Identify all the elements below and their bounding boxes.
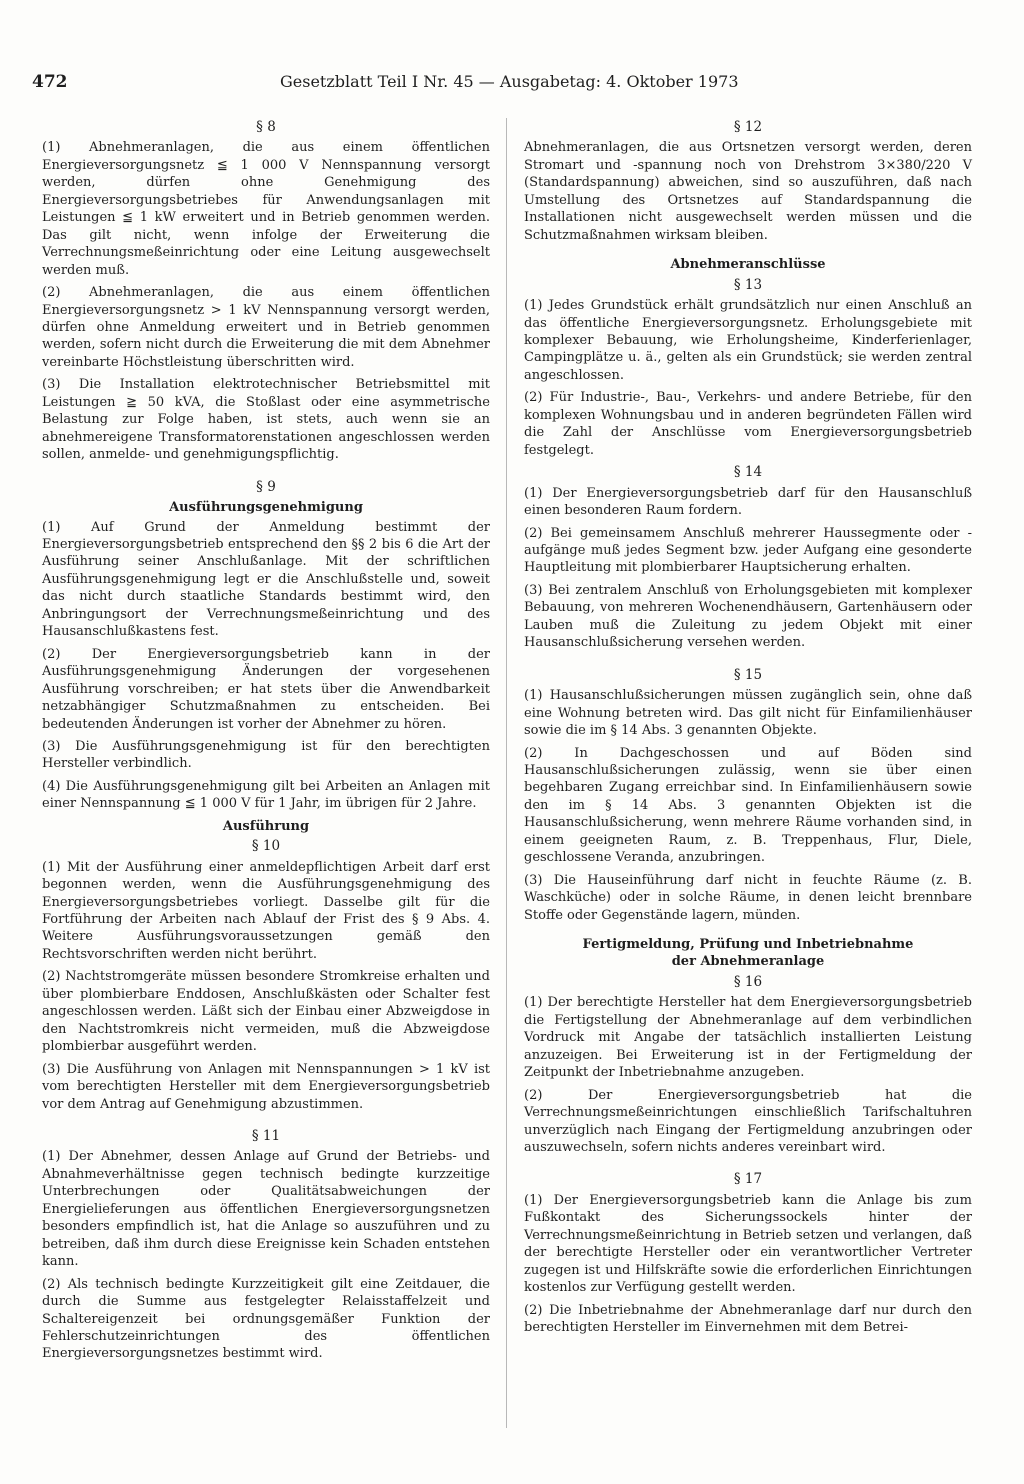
section-number: § 10 bbox=[251, 838, 281, 855]
paragraph: (1) Auf Grund der Anmeldung bestimmt der Energieversorgungsbetrieb entsprechend den §§ 2 bis 6 die Art der Ausführung seiner Anschlußanlage. Mit der schriftlichen Ausführungsgenehmigung legt er die Anschlußstelle und, soweit das nicht durch staatliche Standards bestimmt wird, den Anbringungsort der Verrechnungsmeßeinrichtung und des Hausanschlußkastens fest. bbox=[42, 519, 490, 640]
paragraph: (3) Die Hauseinführung darf nicht in feuchte Räume (z. B. Waschküche) oder in solche Räume, in denen leicht brennbare Stoffe oder Gegenstände lagern, münden. bbox=[524, 872, 972, 923]
section-number: § 11 bbox=[251, 1128, 281, 1145]
section-number: § 14 bbox=[733, 464, 763, 481]
paragraph: (1) Jedes Grundstück erhält grundsätzlich nur einen Anschluß an das öffentliche Energieversorgungsnetz. Erholungsgebiete mit komplexer Bebauung, wie Erholungsheime, Kinderferienlager, Campingplätze u. ä., gelten als ein Grundstück; sie werden zentral angeschlossen. bbox=[524, 298, 972, 383]
heading-line: Fertigmeldung, Prüfung und Inbetriebnahme bbox=[582, 937, 914, 953]
heading-line: der Abnehmeranlage bbox=[671, 954, 825, 970]
page-header bbox=[32, 72, 739, 98]
paragraph: (3) Die Ausführungsgenehmigung ist für den berechtigten Hersteller verbindlich. bbox=[42, 738, 490, 772]
section-heading: Abnehmeranschlüsse bbox=[670, 257, 826, 273]
section-number: § 9 bbox=[256, 478, 276, 495]
section-heading: Ausführungsgenehmigung bbox=[169, 500, 363, 516]
paragraph: (1) Mit der Ausführung einer anmeldepflichtigen Arbeit darf erst begonnen werden, wenn die Ausführungsgenehmigung des Energieversorgungsbetriebes vorliegt. Dasselbe gilt für die Fortführung der Arbeiten nach Ablauf der Frist des § 9 Abs. 4. Weitere Ausführungsvoraussetzungen gemäß den Rechtsvorschriften werden nicht berührt. bbox=[42, 859, 490, 962]
paragraph: (2) In Dachgeschossen und auf Böden sind Hausanschlußsicherungen zulässig, wenn sie über einen begehbaren Zugang erreichbar sind. In Einfamilienhäusern sowie den im § 14 Abs. 3 genannten Objekten ist die Hausanschlußsicherung, wenn mehrere Räume vorhanden sind, in einem geeigneten Raum, z. B. Treppenhaus, Flur, Diele, geschlossene Veranda, anzubringen. bbox=[524, 745, 972, 866]
section-heading bbox=[524, 936, 972, 971]
paragraph: (1) Der Energieversorgungsbetrieb kann die Anlage bis zum Fußkontakt des Sicherungssockels hinter der Verrechnungsmeßeinrichtung in Betrieb setzen und verlangen, daß der berechtigte Hersteller oder ein verantwortlicher Vertreter zugegen ist und Hilfskräfte sowie die erforderlichen Einrichtungen kostenlos zur Verfügung gestellt werden. bbox=[524, 1192, 972, 1296]
paragraph: (2) Bei gemeinsamem Anschluß mehrerer Haussegmente oder -aufgänge muß jedes Segment bzw. jeder Aufgang eine gesonderte Hauptleitung mit plombierbarer Hauptsicherung erhalten. bbox=[524, 525, 972, 576]
paragraph: (1) Abnehmeranlagen, die aus einem öffentlichen Energieversorgungsnetz ≦ 1 000 V Nennspannung versorgt werden, dürfen ohne Genehmigung des Energieversorgungsbetriebes für Anwendungsanlagen mit Leistungen ≦ 1 kW erweitert und in Betrieb genommen werden. Das gilt nicht, wenn infolge der Erweiterung die Verrechnungsmeßeinrichtung oder eine Leitung ausgewechselt werden muß. bbox=[42, 140, 490, 278]
paragraph: (2) Der Energieversorgungsbetrieb kann in der Ausführungsgenehmigung Änderungen der vorgesehenen Ausführung vorschreiben; er hat stets über die Anwendbarkeit netzabhängiger Schutzmaßnahmen zu entscheiden. Bei bedeutenden Änderungen ist vorher der Abnehmer zu hören. bbox=[42, 646, 490, 732]
right-column bbox=[524, 116, 972, 1342]
paragraph: (3) Bei zentralem Anschluß von Erholungsgebieten mit komplexer Bebauung, von mehreren Wochenendhäusern, Gartenhäusern oder Lauben muß die Zuleitung zu jedem Objekt mit einer Hausanschlußsicherung versehen werden. bbox=[524, 582, 972, 651]
paragraph: (3) Die Installation elektrotechnischer Betriebsmittel mit Leistungen ≧ 50 kVA, die Stoßlast oder eine asymmetrische Belastung zur Folge haben, ist stets, auch wenn sie an abnehmereigene Transformatorenstationen angeschlossen werden sollen, anmelde- und genehmigungspflichtig. bbox=[42, 377, 490, 463]
section-number: § 12 bbox=[733, 119, 763, 135]
section-number: § 15 bbox=[733, 666, 763, 683]
section-heading: Ausführung bbox=[222, 818, 310, 834]
section-number: § 17 bbox=[733, 1171, 763, 1188]
running-title: Gesetzblatt Teil I Nr. 45 — Ausgabetag: 4. Oktober 1973 bbox=[280, 72, 739, 91]
paragraph: (1) Der Energieversorgungsbetrieb darf für den Hausanschluß einen besonderen Raum fordern. bbox=[524, 485, 972, 519]
left-column bbox=[42, 116, 490, 1368]
paragraph: (2) Für Industrie-, Bau-, Verkehrs- und andere Betriebe, für den komplexen Wohnungsbau und in anderen begründeten Fällen wird die Zahl der Anschlüsse vom Energieversorgungsbetrieb festgelegt. bbox=[524, 390, 972, 458]
paragraph: (1) Der berechtigte Hersteller hat dem Energieversorgungsbetrieb die Fertigstellung der Abnehmeranlage auf dem verbindlichen Vordruck mit Angabe der tatsächlich installierten Leistung anzuzeigen. Bei Erweiterung ist in der Fertigmeldung der Zeitpunkt der Inbetriebnahme anzugeben. bbox=[524, 995, 972, 1081]
paragraph: (2) Der Energieversorgungsbetrieb hat die Verrechnungsmeßeinrichtungen einschließlich Tarifschaltuhren unverzüglich nach Eingang der Fertigmeldung anzubringen oder auszuwechseln, sofern nichts anderes vereinbart wird. bbox=[524, 1087, 972, 1156]
paragraph: Abnehmeranlagen, die aus Ortsnetzen versorgt werden, deren Stromart und -spannung noch von Drehstrom 3×380/220 V (Standardspannung) abweichen, sind so auszuführen, daß nach Umstellung des Ortsnetzes auf Standardspannung die Installationen nicht ausgewechselt werden müssen und die Schutzmaßnahmen wirksam bleiben. bbox=[524, 140, 972, 243]
paragraph: (2) Nachtstromgeräte müssen besondere Stromkreise erhalten und über plombierbare Enddosen, Anschlußkästen oder Schalter fest angeschlossen werden. Läßt sich der Einbau einer Abzweigdose in den Nachtstromkreis nicht vermeiden, muß die Abzweigdose plombierbar ausgeführt werden. bbox=[42, 969, 490, 1055]
page-number: 472 bbox=[32, 72, 68, 92]
paragraph: (2) Abnehmeranlagen, die aus einem öffentlichen Energieversorgungsnetz > 1 kV Nennspannung versorgt werden, dürfen ohne Anmeldung erweitert und in Betrieb genommen werden, sofern nicht durch die Erweiterung die mit dem Abnehmer vereinbarte Höchstleistung überschritten wird. bbox=[42, 285, 490, 370]
paragraph: (2) Als technisch bedingte Kurzzeitigkeit gilt eine Zeitdauer, die durch die Summe aus festgelegter Relaisstaffelzeit und Schaltereigenzeit bei ordnungsgemäßer Funktion der Fehlerschutzeinrichtungen des öffentlichen Energieversorgungsnetzes bestimmt wird. bbox=[42, 1276, 490, 1362]
paragraph: (3) Die Ausführung von Anlagen mit Nennspannungen > 1 kV ist vom berechtigten Hersteller mit dem Energieversorgungsbetrieb vor dem Antrag auf Genehmigung abzustimmen. bbox=[42, 1061, 490, 1112]
paragraph: (2) Die Inbetriebnahme der Abnehmeranlage darf nur durch den berechtigten Hersteller im Einvernehmen mit dem Betrei- bbox=[524, 1302, 972, 1336]
paragraph: (4) Die Ausführungsgenehmigung gilt bei Arbeiten an Anlagen mit einer Nennspannung ≦ 1 000 V für 1 Jahr, im übrigen für 2 Jahre. bbox=[42, 778, 490, 812]
column-divider bbox=[506, 118, 507, 1428]
section-number: § 13 bbox=[733, 276, 763, 293]
section-number: § 16 bbox=[733, 973, 763, 990]
section-number: § 8 bbox=[256, 119, 276, 135]
paragraph: (1) Hausanschlußsicherungen müssen zugänglich sein, ohne daß eine Wohnung betreten wird. Das gilt nicht für Einfamilienhäuser sowie die im § 14 Abs. 3 genannten Objekte. bbox=[524, 688, 972, 739]
paragraph: (1) Der Abnehmer, dessen Anlage auf Grund der Betriebs- und Abnahmeverhältnisse gegen technisch bedingte kurzzeitige Unterbrechungen oder Qualitätsabweichungen der Energielieferungen aus öffentlichen Energieversorgungsnetzen besonders empfindlich ist, hat die Anlage so auszuführen und zu betreiben, daß ihm durch diese Ereignisse kein Schaden entstehen kann. bbox=[42, 1149, 490, 1270]
